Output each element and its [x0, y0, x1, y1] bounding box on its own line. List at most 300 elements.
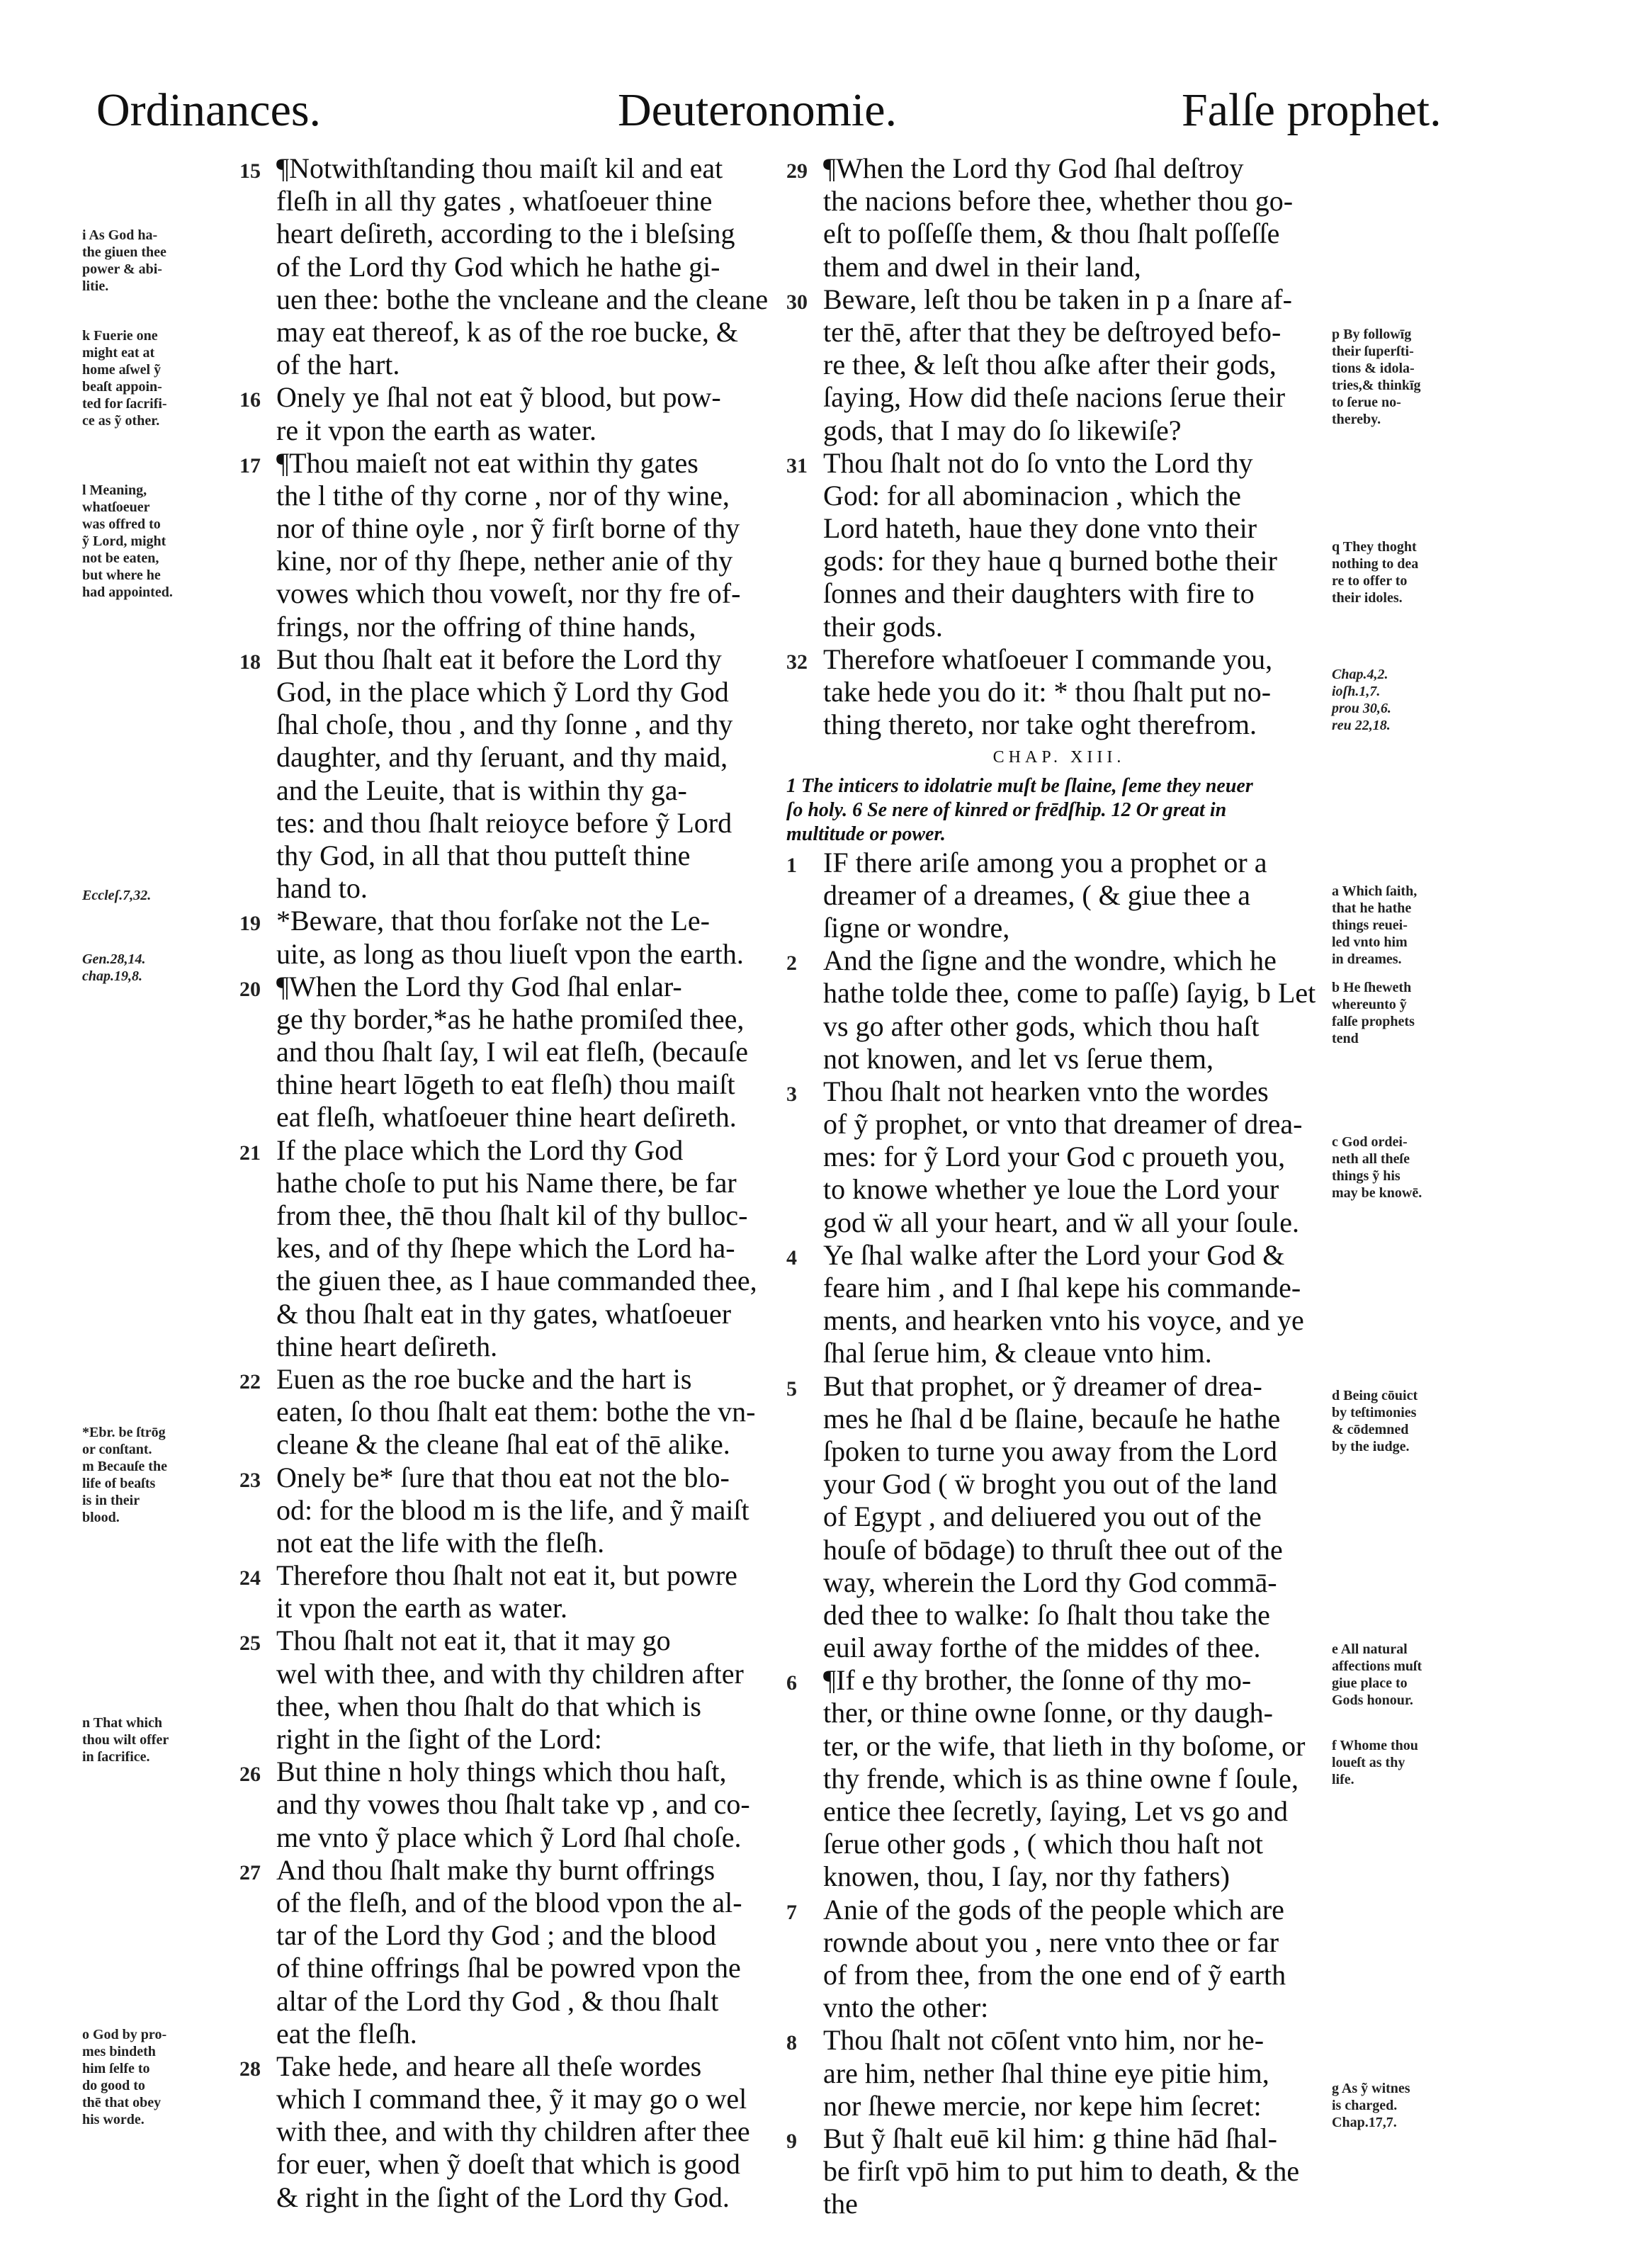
- chapter-summary-line: multitude or power.: [786, 822, 946, 845]
- text-line: [239, 1592, 799, 1624]
- right-margin-note: g As ỹ witnes is charged. Chap.17,7.: [1332, 2081, 1410, 2130]
- text-line: [786, 847, 1332, 879]
- text-line: [239, 152, 799, 185]
- verse-text: mes: for ỹ Lord your God c proueth you,: [823, 1141, 1286, 1173]
- verse-text: *Beware, that thou forſake not the Le-: [276, 905, 710, 937]
- verse-text: daughter, and thy ſeruant, and thy maid,: [276, 741, 728, 774]
- text-line: [786, 381, 1332, 414]
- verse-text: ſerue other gods , ( which thou haſt not: [823, 1828, 1263, 1860]
- verse-text: for euer, when ỹ doeſt that which is good: [276, 2148, 740, 2181]
- verse-number: 16: [239, 388, 261, 412]
- text-line: [786, 944, 1332, 977]
- verse-number: 20: [239, 977, 261, 1001]
- verse-text: Thou ſhalt not eat it, that it may go: [276, 1624, 671, 1657]
- verse-number: 1: [786, 853, 797, 877]
- verse-text: Thou ſhalt not hearken vnto the wordes: [823, 1075, 1269, 1107]
- text-line: [786, 185, 1332, 217]
- text-line: [786, 1828, 1332, 1860]
- verse-text: god ẅ all your heart, and ẅ all your ſoule.: [823, 1206, 1300, 1238]
- text-line: [239, 1462, 799, 1494]
- verse-text: And the ſigne and the wondre, which he: [823, 944, 1277, 977]
- verse-text: eat the fleſh.: [276, 2017, 417, 2050]
- text-line: [239, 807, 799, 839]
- verse-text: God, in the place which ỹ Lord thy God: [276, 676, 729, 708]
- verse-text: kes, and of thy ſhepe which the Lord ha-: [276, 1232, 735, 1265]
- verse-number: 9: [786, 2129, 797, 2153]
- verse-text: rownde about you , nere vnto thee or far: [823, 1926, 1279, 1958]
- verse-text: of from thee, from the one end of ỹ earth: [823, 1958, 1286, 1991]
- text-line: [239, 2018, 799, 2050]
- verse-text: of the Lord thy God which he hathe gi-: [276, 250, 720, 283]
- verse-text: not eat the life with the fleſh.: [276, 1526, 605, 1559]
- verse-number: 24: [239, 1566, 261, 1590]
- text-line: [786, 912, 1332, 944]
- verse-number: 28: [239, 2057, 261, 2081]
- verse-text: ¶When the Lord thy God ſhal enlar-: [276, 970, 682, 1002]
- text-line: [239, 971, 799, 1003]
- verse-text: from thee, thē thou ſhalt kil of thy bulloc-: [276, 1199, 748, 1231]
- verse-number: 5: [786, 1376, 797, 1401]
- text-line: [786, 2024, 1332, 2057]
- verse-text: thee, when thou ſhalt do that which is: [276, 1690, 701, 1722]
- text-line: [786, 1435, 1332, 1468]
- verse-text: Lord hateth, haue they done vnto their: [823, 512, 1257, 545]
- verse-text: eat fleſh, whatſoeuer thine heart deſireth.: [276, 1101, 737, 1134]
- verse-text: of ỹ prophet, or vnto that dreamer of drea-: [823, 1108, 1303, 1141]
- text-line: [239, 1887, 799, 1919]
- verse-text: thy frende, which is as thine owne f ſoule,: [823, 1762, 1299, 1794]
- text-line: [239, 1854, 799, 1887]
- text-line: [786, 316, 1332, 349]
- right-margin-note: d Being cōuict by teſtimonies & cōdemned by the iudge.: [1332, 1388, 1418, 1454]
- verse-text: ¶If e thy brother, the ſonne of thy mo-: [823, 1664, 1252, 1697]
- text-line: [239, 1396, 799, 1428]
- text-line: [786, 1664, 1332, 1697]
- text-line: [786, 1403, 1332, 1435]
- verse-number: 19: [239, 912, 261, 936]
- right-margin-note: e All natural affections muſt giue place to Gods honour.: [1332, 1641, 1422, 1708]
- text-line: [239, 905, 799, 937]
- verse-text: kine, nor of thy ſhepe, nether anie of thy: [276, 545, 733, 577]
- text-line: [239, 185, 799, 217]
- text-line: [239, 1199, 799, 1232]
- verse-text: nor ſhewe mercie, nor kepe him ſecret:: [823, 2089, 1262, 2122]
- text-line: [239, 708, 799, 741]
- text-line: [239, 414, 799, 447]
- text-line: [239, 577, 799, 610]
- text-line: [786, 414, 1332, 447]
- verse-text: ter thē, after that they be deſtroyed befo-: [823, 315, 1282, 348]
- left-margin-note: n That which thou wilt offer in ſacrifice.: [82, 1715, 169, 1765]
- verse-text: mes he ſhal d be ſlaine, becauſe he hathe: [823, 1402, 1281, 1435]
- verse-text: feare him , and I ſhal kepe his commande-: [823, 1272, 1301, 1304]
- verse-text: may eat thereof, k as of the roe bucke, &: [276, 315, 738, 348]
- verse-text: But thou ſhalt eat it before the Lord thy: [276, 643, 722, 675]
- verse-text: entice thee ſecretly, ſaying, Let vs go and: [823, 1795, 1289, 1827]
- verse-text: and the Leuite, that is within thy ga-: [276, 774, 687, 806]
- verse-number: 17: [239, 453, 261, 477]
- text-line: [239, 741, 799, 774]
- text-line: [786, 512, 1332, 545]
- text-line: [786, 577, 1332, 610]
- verse-text: ments, and hearken vnto his voyce, and ye: [823, 1304, 1304, 1337]
- text-line: [786, 1959, 1332, 1991]
- verse-text: are him, nether ſhal thine eye pitie him,: [823, 2057, 1269, 2089]
- text-line: [239, 938, 799, 971]
- verse-text: & right in the ſight of the Lord thy God.: [276, 2181, 730, 2213]
- text-line: [239, 1559, 799, 1592]
- verse-text: ¶Thou maieſt not eat within thy gates: [276, 446, 698, 479]
- text-line: [239, 217, 799, 250]
- text-line: [786, 1010, 1332, 1043]
- verse-text: Euen as the roe bucke and the hart is: [276, 1362, 692, 1395]
- verse-text: uen thee: bothe the vncleane and the cleane: [276, 283, 769, 315]
- verse-text: But that prophet, or ỹ dreamer of drea-: [823, 1369, 1262, 1402]
- verse-text: vowes which thou voweſt, nor thy fre of-: [276, 577, 741, 610]
- text-line: [239, 1232, 799, 1265]
- verse-text: ¶When the Lord thy God ſhal deſtroy: [823, 152, 1244, 184]
- right-margin-note: c God ordei- neth all theſe things ỹ his may be knowē.: [1332, 1134, 1422, 1201]
- text-line: [239, 1363, 799, 1396]
- verse-text: the nacions before thee, whether thou go-: [823, 185, 1294, 217]
- verse-text: not knowen, and let vs ſerue them,: [823, 1042, 1213, 1075]
- verse-text: re it vpon the earth as water.: [276, 414, 597, 446]
- text-line: [786, 1991, 1332, 2024]
- text-line: [239, 1101, 799, 1134]
- verse-text: your God ( ẅ broght you out of the land: [823, 1468, 1278, 1500]
- left-margin-note: Gen.28,14. chap.19,8.: [82, 951, 146, 984]
- verse-text: ſonnes and their daughters with fire to: [823, 577, 1255, 610]
- text-line: [239, 1723, 799, 1756]
- text-line: [786, 152, 1332, 185]
- text-line: [239, 2050, 799, 2083]
- text-line: [786, 1075, 1332, 1108]
- verse-text: vs go after other gods, which thou haſt: [823, 1010, 1260, 1042]
- text-line: [239, 480, 799, 512]
- text-line: [786, 283, 1332, 316]
- text-line: [239, 512, 799, 545]
- verse-text: And thou ſhalt make thy burnt offrings: [276, 1853, 715, 1886]
- text-line: [239, 1821, 799, 1854]
- verse-text: thing thereto, nor take oght therefrom.: [823, 708, 1257, 741]
- verse-text: tes: and thou ſhalt reioyce before ỹ Lord: [276, 806, 732, 839]
- text-line: [786, 1566, 1332, 1599]
- verse-text: and thy vowes thou ſhalt take vp , and co-: [276, 1788, 750, 1821]
- verse-text: knowen, thou, I ſay, nor thy fathers): [823, 1860, 1230, 1893]
- verse-text: But ỹ ſhalt euē kil him: g thine hād ſhal-: [823, 2122, 1277, 2154]
- text-line: [239, 1003, 799, 1036]
- verse-text: re thee, & leſt thou aſke after their gods,: [823, 349, 1277, 381]
- right-margin-note: f Whome thou loueſt as thy life.: [1332, 1738, 1418, 1787]
- verse-text: way, wherein the Lord thy God commā-: [823, 1566, 1277, 1598]
- text-line: [786, 1926, 1332, 1959]
- chapter-summary-line: ſo holy. 6 Se nere of kinred or frēdſhip. 12 Or great in: [786, 798, 1227, 821]
- verse-number: 27: [239, 1860, 261, 1884]
- verse-text: vnto the other:: [823, 1991, 989, 2024]
- verse-text: of the fleſh, and of the blood vpon the al-: [276, 1886, 742, 1918]
- verse-text: hathe tolde thee, come to paſſe) ſayig, b Let: [823, 977, 1316, 1010]
- verse-text: Anie of the gods of the people which are: [823, 1893, 1284, 1926]
- verse-text: Take hede, and heare all theſe wordes: [276, 2050, 702, 2082]
- header-left: Ordinances.: [96, 84, 322, 136]
- verse-number: 7: [786, 1900, 797, 1924]
- text-line: [239, 872, 799, 905]
- text-line: [786, 251, 1332, 283]
- verse-text: cleane & the cleane ſhal eat of thē alike.: [276, 1428, 730, 1461]
- verse-text: Onely be* ſure that thou eat not the blo-: [276, 1461, 730, 1493]
- verse-text: IF there ariſe among you a prophet or a: [823, 846, 1267, 878]
- text-line: [786, 977, 1332, 1010]
- left-margin-note: Eccleſ.7,32.: [82, 888, 152, 903]
- verse-text: gods, that I may do ſo likewiſe?: [823, 414, 1182, 446]
- text-line: [786, 2188, 1332, 2220]
- text-line: [239, 381, 799, 414]
- verse-number: 29: [786, 159, 808, 183]
- text-line: [239, 1036, 799, 1068]
- text-line: [786, 1043, 1332, 1075]
- verse-text: tar of the Lord thy God ; and the blood: [276, 1919, 716, 1952]
- verse-text: ther, or thine owne ſonne, or thy daugh-: [823, 1697, 1273, 1729]
- text-line: [786, 1272, 1332, 1304]
- text-line: [239, 1624, 799, 1657]
- verse-number: 21: [239, 1141, 261, 1165]
- chapter-summary: [786, 774, 1332, 847]
- text-line: [786, 1239, 1332, 1272]
- text-line: [786, 447, 1332, 480]
- text-line: [786, 1697, 1332, 1729]
- verse-text: ſigne or wondre,: [823, 911, 1010, 944]
- chapter-heading: CHAP. XIII.: [992, 748, 1126, 767]
- text-line: [786, 1894, 1332, 1926]
- verse-number: 31: [786, 453, 808, 477]
- text-line: [786, 2155, 1332, 2188]
- verse-text: thine heart deſireth.: [276, 1330, 498, 1362]
- verse-text: fleſh in all thy gates , whatſoeuer thine: [276, 185, 713, 217]
- right-margin-note: b He ſheweth whereunto ỹ falſe prophets tend: [1332, 980, 1415, 1046]
- verse-text: eſt to poſſeſſe them, & thou ſhalt poſſeſſe: [823, 217, 1280, 250]
- verse-text: uite, as long as thou liueſt vpon the earth.: [276, 937, 744, 970]
- right-column-bottom: [786, 847, 1332, 2221]
- verse-text: of thine offrings ſhal be powred vpon the: [276, 1952, 741, 1984]
- text-line: [239, 349, 799, 381]
- verse-text: and thou ſhalt ſay, I wil eat fleſh, (becauſe: [276, 1036, 749, 1068]
- verse-number: 4: [786, 1245, 797, 1270]
- verse-text: eaten, ſo thou ſhalt eat them: bothe the vn-: [276, 1396, 756, 1428]
- text-line: [786, 1763, 1332, 1795]
- text-line: [239, 1788, 799, 1821]
- text-line: [239, 839, 799, 872]
- text-line: [239, 1428, 799, 1461]
- verse-number: 23: [239, 1468, 261, 1492]
- text-line: [239, 1985, 799, 2018]
- header-center: Deuteronomie.: [618, 84, 898, 136]
- verse-text: with thee, and with thy children after thee: [276, 2115, 750, 2148]
- text-line: [786, 1534, 1332, 1566]
- verse-text: ter, or the wife, that lieth in thy boſome, or: [823, 1729, 1306, 1762]
- verse-text: ſaying, How did theſe nacions ſerue their: [823, 381, 1286, 414]
- right-margin-note: Chap.4,2. ioſh.1,7. prou 30,6. reu 22,18.: [1332, 667, 1391, 733]
- verse-text: Thou ſhalt not do ſo vnto the Lord thy: [823, 446, 1253, 479]
- verse-text: Ye ſhal walke after the Lord your God &: [823, 1238, 1285, 1271]
- verse-text: nor of thine oyle , nor ỹ firſt borne of thy: [276, 512, 740, 545]
- verse-text: Beware, leſt thou be taken in p a ſnare af-: [823, 283, 1292, 315]
- verse-number: 22: [239, 1369, 261, 1393]
- text-line: [239, 2181, 799, 2214]
- verse-number: 25: [239, 1632, 261, 1656]
- verse-text: ¶Notwithſtanding thou maiſt kil and eat: [276, 152, 723, 184]
- text-line: [786, 1337, 1332, 1369]
- text-line: [239, 283, 799, 316]
- text-line: [786, 349, 1332, 381]
- verse-text: Therefore whatſoeuer I commande you,: [823, 643, 1273, 675]
- verse-number: 3: [786, 1082, 797, 1106]
- verse-text: If the place which the Lord thy God: [276, 1134, 684, 1166]
- left-text-column: [239, 152, 799, 2214]
- text-line: [239, 676, 799, 708]
- text-line: [239, 1068, 799, 1101]
- text-line: [239, 251, 799, 283]
- left-margin-note: k Fuerie one might eat at home aſwel ỹ beaſt appoin- ted for ſacrifi- ce as ỹ other.: [82, 328, 167, 429]
- text-line: [786, 1795, 1332, 1828]
- verse-text: ſpoken to turne you away from the Lord: [823, 1435, 1277, 1467]
- text-line: [239, 2148, 799, 2181]
- left-margin-note: l Meaning, whatſoeuer was offred to ỹ Lord, might not be eaten, but where he had appointed.: [82, 482, 173, 600]
- verse-text: which I command thee, ỹ it may go o wel: [276, 2083, 747, 2115]
- verse-text: thy God, in all that thou putteſt thine: [276, 839, 691, 871]
- text-line: [239, 1494, 799, 1527]
- verse-text: thine heart lōgeth to eat fleſh) thou maiſt: [276, 1068, 735, 1101]
- text-line: [786, 1206, 1332, 1239]
- verse-text: wel with thee, and with thy children after: [276, 1657, 744, 1690]
- verse-text: ſhal choſe, thou , and thy ſonne , and thy: [276, 708, 733, 741]
- verse-text: ge thy border,*as he hathe promiſed thee,: [276, 1002, 745, 1035]
- verse-number: 18: [239, 650, 261, 674]
- text-line: [786, 217, 1332, 250]
- verse-text: the: [823, 2188, 858, 2220]
- verse-number: 2: [786, 951, 797, 976]
- text-line: [239, 1527, 799, 1559]
- verse-text: gods: for they haue q burned bothe their: [823, 545, 1277, 577]
- text-line: [786, 2057, 1332, 2090]
- text-line: [239, 1919, 799, 1952]
- text-line: [239, 1298, 799, 1330]
- left-margin-note: i As God ha- the giuen thee power & abi- litie.: [82, 227, 166, 294]
- left-margin-note: *Ebr. be ſtrōg or conſtant. m Becauſe the life of beaſts is in their blood.: [82, 1425, 167, 1525]
- verse-text: houſe of bōdage) to thruſt thee out of the: [823, 1533, 1283, 1566]
- text-line: [239, 2083, 799, 2115]
- right-text-column: [786, 152, 1332, 2220]
- verse-text: od: for the blood m is the life, and ỹ maiſt: [276, 1493, 749, 1526]
- verse-text: dreamer of a dreames, ( & giue thee a: [823, 878, 1251, 911]
- verse-text: them and dwel in their land,: [823, 250, 1141, 283]
- text-line: [239, 1690, 799, 1723]
- verse-text: their gods.: [823, 610, 943, 643]
- left-margin-note: o God by pro- mes bindeth him ſelfe to do good to thē that obey his worde.: [82, 2027, 167, 2127]
- verse-text: Onely ye ſhal not eat ỹ blood, but pow-: [276, 381, 721, 414]
- text-line: [786, 2122, 1332, 2155]
- verse-text: be firſt vpō him to put him to death, & the: [823, 2155, 1300, 2188]
- verse-number: 30: [786, 290, 808, 314]
- text-line: [786, 1108, 1332, 1141]
- text-line: [239, 1167, 799, 1199]
- text-line: [239, 1952, 799, 1984]
- text-line: [786, 545, 1332, 577]
- verse-number: 26: [239, 1763, 261, 1787]
- verse-text: the giuen thee, as I haue commanded thee,: [276, 1265, 757, 1297]
- text-line: [786, 1173, 1332, 1206]
- verse-text: Thou ſhalt not cōſent vnto him, nor he-: [823, 2024, 1265, 2057]
- text-line: [239, 545, 799, 577]
- text-line: [786, 480, 1332, 512]
- text-line: [786, 2090, 1332, 2122]
- text-line: [239, 774, 799, 807]
- header-right: Falſe prophet.: [1182, 84, 1442, 136]
- text-line: [786, 1860, 1332, 1893]
- verse-text: of the hart.: [276, 349, 400, 381]
- verse-text: of Egypt , and deliuered you out of the: [823, 1500, 1262, 1533]
- verse-number: 32: [786, 650, 808, 674]
- text-line: [786, 676, 1332, 708]
- verse-text: But thine n holy things which thou haſt,: [276, 1756, 727, 1788]
- right-margin-note: p By followīg their ſuperſti- tions & idola- tries,& thinkīg to ſerue no- thereby.: [1332, 327, 1421, 427]
- right-column-top: [786, 152, 1332, 741]
- text-line: [786, 1141, 1332, 1173]
- verse-text: to knowe whether ye loue the Lord your: [823, 1173, 1279, 1206]
- verse-text: frings, nor the offring of thine hands,: [276, 610, 696, 643]
- verse-text: & thou ſhalt eat in thy gates, whatſoeuer: [276, 1297, 732, 1330]
- text-line: [239, 316, 799, 349]
- text-line: [786, 1304, 1332, 1337]
- text-line: [239, 1134, 799, 1167]
- verse-number: 6: [786, 1671, 797, 1695]
- text-line: [239, 2115, 799, 2148]
- verse-number: 8: [786, 2031, 797, 2055]
- verse-text: ſhal ſerue him, & cleaue vnto him.: [823, 1337, 1212, 1369]
- verse-text: hathe choſe to put his Name there, be far: [276, 1166, 737, 1199]
- verse-text: take hede you do it: * thou ſhalt put no-: [823, 676, 1272, 708]
- verse-text: Therefore thou ſhalt not eat it, but powre: [276, 1559, 737, 1592]
- right-margin-note: a Which ſaith, that he hathe things reuei- led vnto him in dreames.: [1332, 883, 1418, 967]
- text-line: [239, 1756, 799, 1788]
- text-line: [786, 879, 1332, 912]
- verse-text: heart deſireth, according to the i bleſsing: [276, 217, 735, 250]
- verse-text: ded thee to walke: ſo ſhalt thou take the: [823, 1598, 1270, 1631]
- text-line: [786, 1730, 1332, 1763]
- verse-text: me vnto ỹ place which ỹ Lord ſhal choſe.: [276, 1821, 742, 1853]
- verse-text: hand to.: [276, 872, 368, 905]
- verse-number: 15: [239, 159, 261, 183]
- verse-text: euil away forthe of the middes of thee.: [823, 1632, 1261, 1664]
- text-line: [786, 1500, 1332, 1533]
- verse-text: altar of the Lord thy God , & thou ſhalt: [276, 1984, 719, 2017]
- verse-text: the l tithe of thy corne , nor of thy wine,: [276, 479, 730, 511]
- text-line: [239, 643, 799, 676]
- verse-text: it vpon the earth as water.: [276, 1592, 567, 1624]
- text-line: [786, 1599, 1332, 1632]
- text-line: [786, 1370, 1332, 1403]
- text-line: [786, 643, 1332, 676]
- verse-text: God: for all abominacion , which the: [823, 479, 1241, 511]
- text-line: [786, 708, 1332, 741]
- text-line: [786, 1632, 1332, 1664]
- text-line: [786, 611, 1332, 643]
- text-line: [239, 1330, 799, 1363]
- text-line: [239, 447, 799, 480]
- verse-text: right in the ſight of the Lord:: [276, 1723, 602, 1755]
- text-line: [239, 1265, 799, 1297]
- text-line: [239, 1658, 799, 1690]
- text-line: [786, 1468, 1332, 1500]
